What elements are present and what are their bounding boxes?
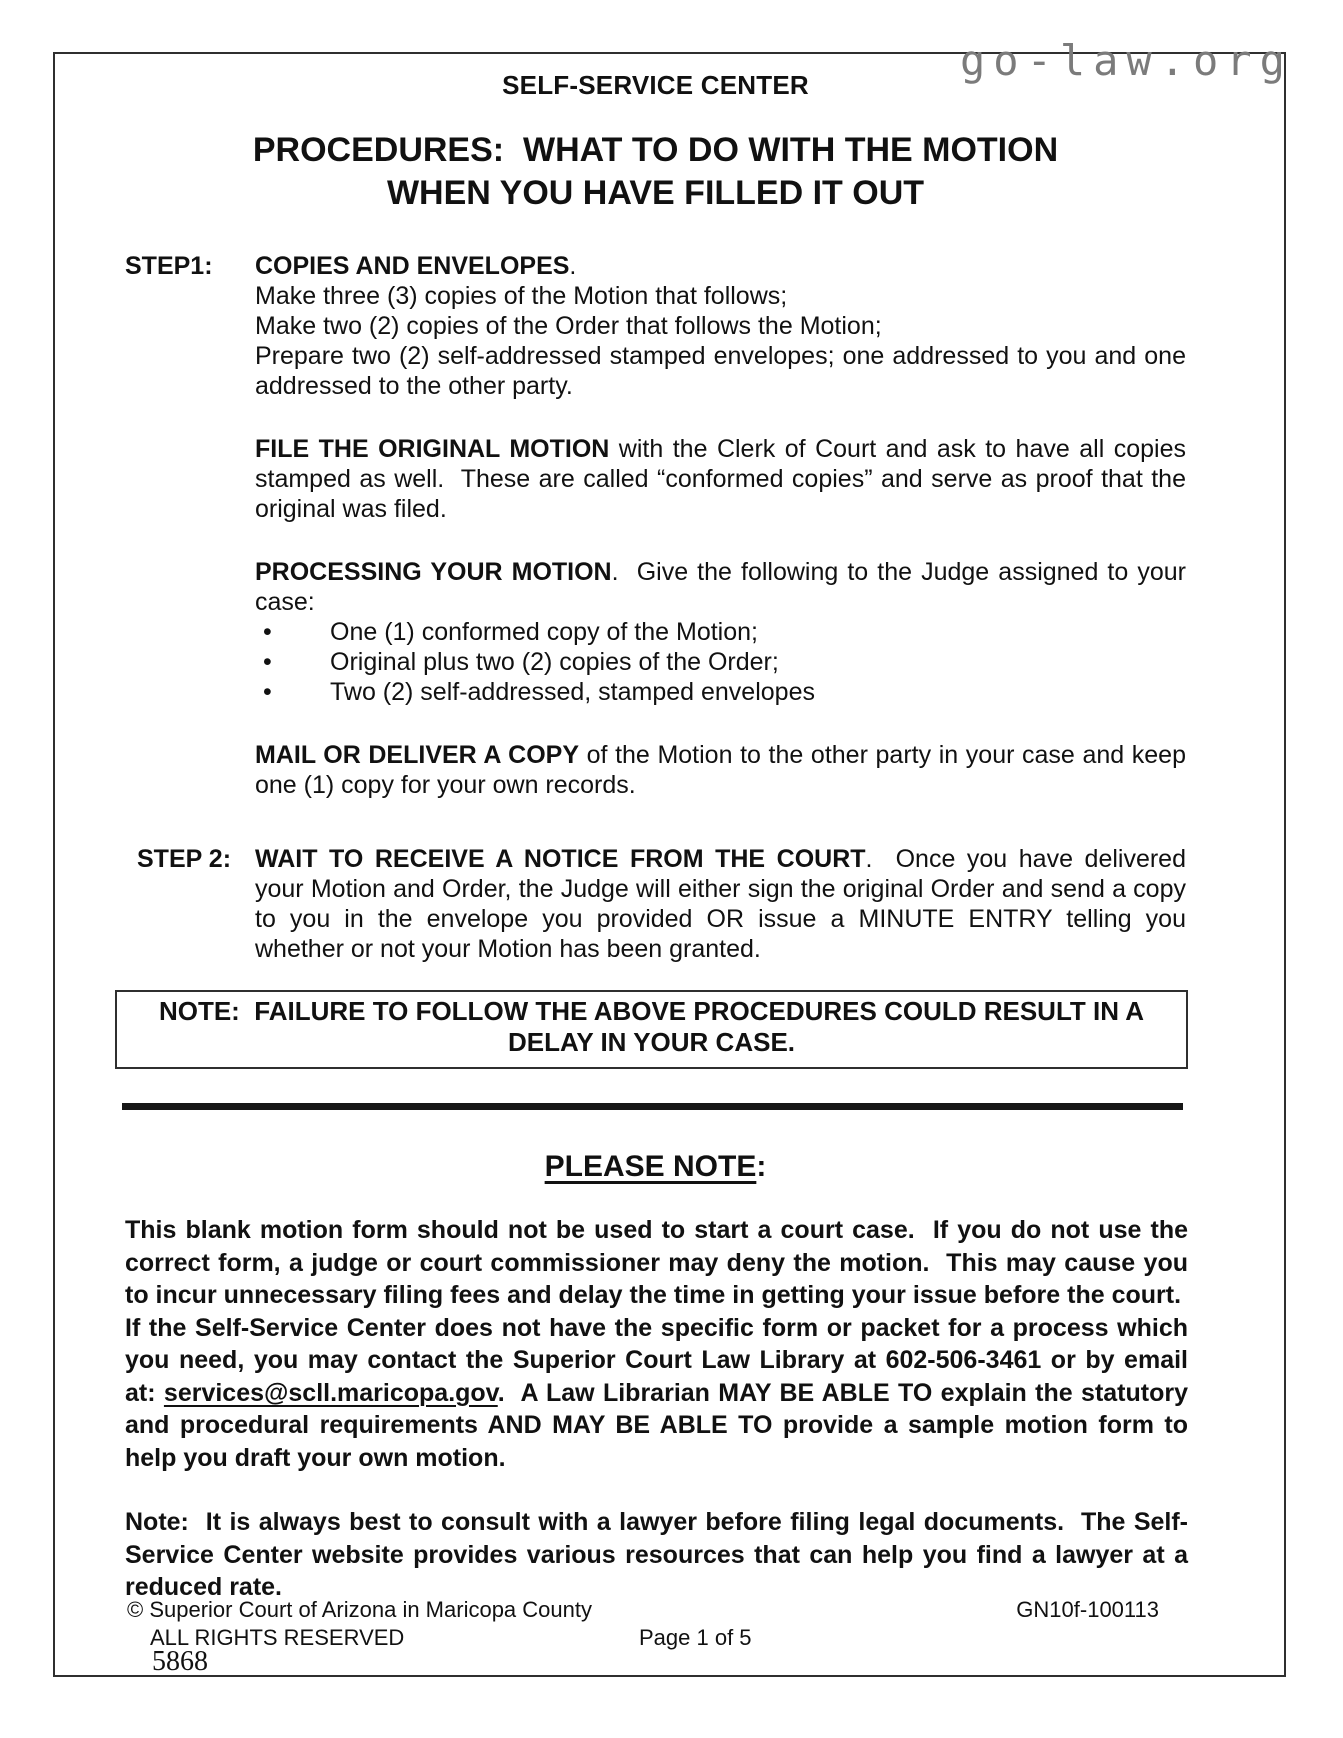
step-2-body — [255, 844, 1186, 964]
list-item-text: Original plus two (2) copies of the Order; — [330, 648, 779, 676]
failure-warning-line-2: DELAY IN YOUR CASE. — [507, 1027, 796, 1057]
step-1-label: STEP1: — [125, 252, 213, 280]
rights-reserved-label: ALL RIGHTS RESERVED — [150, 1625, 405, 1650]
section-divider-rule — [122, 1103, 1183, 1110]
failure-warning-box — [115, 990, 1188, 1069]
page-title-line-1: PROCEDURES: WHAT TO DO WITH THE MOTION — [252, 131, 1059, 169]
page-title — [127, 129, 1184, 215]
bullet-icon: • — [263, 618, 272, 646]
list-item-text: One (1) conformed copy of the Motion; — [330, 618, 758, 646]
step-1-body — [255, 251, 1186, 401]
please-note-text-after-email: . A Law Librarian MAY BE ABLE TO explain the statutory and procedural requirements AND MAY BE ABLE TO provide a sample motion form to help you draft your own motion. — [125, 1378, 1189, 1472]
please-note-heading-text: PLEASE NOTE — [544, 1150, 757, 1183]
processing-your-motion-bold: PROCESSING YOUR MOTION — [255, 558, 612, 586]
mail-or-deliver-paragraph — [255, 740, 1186, 800]
processing-your-motion-text — [255, 557, 1186, 617]
step-2-label: STEP 2: — [137, 845, 232, 873]
please-note-text-before-email: This blank motion form should not be used to start a court case. If you do not use the correct form, a judge or court commissioner may deny the motion. This may cause you to incur unnecessary filing fees and delay the time in getting your issue before the court. If the Self-Service Center does not have the specific form or packet for a process which you need, you may contact the Superior Court Law Library at 602-506-3461 or by email at: — [125, 1216, 1188, 1407]
mail-or-deliver-rest: of the Motion to the other party in your case and keep one (1) copy for your own records. — [255, 741, 1186, 799]
please-note-heading-colon: : — [756, 1150, 767, 1183]
mail-or-deliver-bold: MAIL OR DELIVER A COPY — [255, 741, 579, 769]
lawyer-note-paragraph: Note: It is always best to consult with a lawyer before filing legal documents. The Self-Service Center website provides various resources that can help you find a lawyer at a reduced rate. — [125, 1508, 1188, 1601]
step-1-heading-tail: . — [569, 252, 577, 280]
processing-your-motion-rest: . Give the following to the Judge assigned to your case: — [255, 558, 1186, 616]
document-page — [53, 52, 1286, 1677]
judge-items-list — [255, 617, 1186, 707]
bullet-icon: • — [263, 648, 272, 676]
list-item — [255, 617, 1186, 647]
document-code: GN10f-100113 — [1016, 1597, 1159, 1622]
file-original-motion-bold: FILE THE ORIGINAL MOTION — [255, 435, 610, 463]
procedure-steps — [55, 251, 1284, 964]
copyright-notice: © Superior Court of Arizona in Maricopa County — [127, 1597, 592, 1622]
step-1-heading — [255, 251, 1186, 281]
stamp-number: 5868 — [152, 1646, 208, 1677]
list-item — [255, 677, 1186, 707]
step-1-instruction-1: Make three (3) copies of the Motion that follows; — [255, 282, 788, 310]
list-item — [255, 647, 1186, 677]
step-2-heading-rest: . Once you have delivered your Motion and Order, the Judge will either sign the original Order and send a copy to you in the envelope you provided OR issue a MINUTE ENTRY telling you whether or not your Motion has been granted. — [255, 845, 1186, 963]
step-2-section — [125, 844, 1186, 964]
step-2-text — [255, 844, 1186, 964]
failure-warning-line-1: NOTE: FAILURE TO FOLLOW THE ABOVE PROCEDURES COULD RESULT IN A — [158, 996, 1145, 1026]
step-1-heading-bold: COPIES AND ENVELOPES — [255, 252, 570, 280]
please-note-heading — [127, 1150, 1184, 1184]
file-original-motion-rest: with the Clerk of Court and ask to have all copies stamped as well. These are called “conformed copies” and serve as proof that the original was filed. — [255, 435, 1186, 523]
file-original-motion-paragraph — [255, 434, 1186, 524]
step-1-instruction-3: Prepare two (2) self-addressed stamped envelopes; one addressed to you and one addressed to the other party. — [255, 342, 1186, 400]
please-note-paragraph — [125, 1214, 1188, 1474]
list-item-text: Two (2) self-addressed, stamped envelopes — [330, 678, 815, 706]
go-law-watermark: go-law.org — [960, 36, 1293, 85]
page-number-indicator: Page 1 of 5 — [639, 1625, 752, 1650]
page-title-line-2: WHEN YOU HAVE FILLED IT OUT — [386, 174, 925, 212]
self-service-center-header: SELF-SERVICE CENTER — [502, 70, 809, 100]
bullet-icon: • — [263, 678, 272, 706]
step-2-heading-bold: WAIT TO RECEIVE A NOTICE FROM THE COURT — [255, 845, 866, 873]
law-library-email-link[interactable]: services@scll.maricopa.gov — [163, 1378, 498, 1407]
step-1-section — [125, 251, 1186, 401]
mail-or-deliver-text — [255, 740, 1186, 800]
file-original-motion-text — [255, 434, 1186, 524]
step-1-instruction-2: Make two (2) copies of the Order that follows the Motion; — [255, 312, 882, 340]
processing-your-motion-paragraph — [255, 557, 1186, 707]
